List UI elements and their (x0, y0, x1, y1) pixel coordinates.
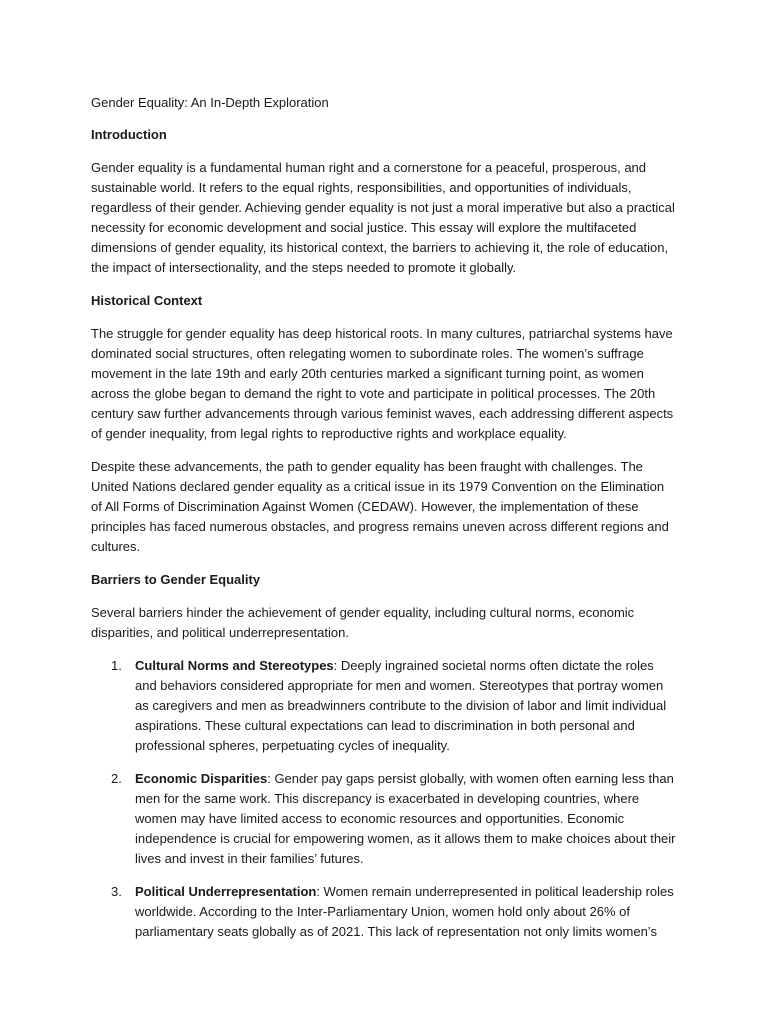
barriers-list (91, 656, 678, 942)
list-item-term: Political Underrepresentation (135, 884, 317, 899)
heading-barriers: Barriers to Gender Equality (91, 572, 261, 587)
heading-historical-context: Historical Context (91, 293, 203, 308)
list-item (111, 769, 678, 869)
introduction-paragraph: Gender equality is a fundamental human right and a cornerstone for a peaceful, prosperous, and sustainable world. It refers to the equal rights, responsibilities, and opportunities of individuals, regardless of their gender. Achieving gender equality is not just a moral imperative but also a practical necessity for economic development and social justice. This essay will explore the multifaceted dimensions of gender equality, its historical context, the barriers to achieving it, the role of education, the impact of intersectionality, and the steps needed to promote it globally. (91, 160, 675, 275)
list-item (111, 656, 678, 756)
list-item-number: 2. (111, 771, 122, 786)
historical-context-paragraph-2: Despite these advancements, the path to gender equality has been fraught with challenges. The United Nations declared gender equality as a critical issue in its 1979 Convention on the Elimination of All Forms of Discrimination Against Women (CEDAW). However, the implementation of these principles has faced numerous obstacles, and progress remains uneven across different regions and cultures. (91, 459, 669, 554)
list-item-number: 3. (111, 884, 122, 899)
barriers-intro-paragraph: Several barriers hinder the achievement of gender equality, including cultural norms, economic disparities, and political underrepresentation. (91, 605, 635, 640)
list-item-term: Cultural Norms and Stereotypes (135, 658, 334, 673)
heading-introduction: Introduction (91, 127, 167, 142)
list-item-number: 1. (111, 658, 122, 673)
list-item-term: Economic Disparities (135, 771, 268, 786)
list-item-text: : Women remain underrepresented in political leadership roles worldwide. According to the Inter-Parliamentary Union, women hold only about 26% of parliamentary seats globally as of 2021. This lack of representation not only limits women’s (135, 884, 674, 939)
list-item-text: : Gender pay gaps persist globally, with women often earning less than men for the same work. This discrepancy is exacerbated in developing countries, where women may have limited access to economic resources and opportunities. Economic independence is crucial for empowering women, as it allows them to make choices about their lives and invest in their families’ futures. (135, 771, 676, 866)
document-title: Gender Equality: An In-Depth Exploration (91, 95, 329, 110)
list-item (111, 882, 678, 942)
list-item-text: : Deeply ingrained societal norms often dictate the roles and behaviors considered appropriate for men and women. Stereotypes that portray women as caregivers and men as breadwinners contribute to the division of labor and limit individual aspirations. These cultural expectations can lead to discrimination in both personal and professional spheres, perpetuating cycles of inequality. (135, 658, 667, 753)
historical-context-paragraph-1: The struggle for gender equality has deep historical roots. In many cultures, patriarchal systems have dominated social structures, often relegating women to subordinate roles. The women’s suffrage movement in the late 19th and early 20th centuries marked a significant turning point, as women across the globe began to demand the right to vote and participate in political processes. The 20th century saw further advancements through various feminist waves, each addressing different aspects of gender inequality, from legal rights to reproductive rights and workplace equality. (91, 326, 674, 441)
